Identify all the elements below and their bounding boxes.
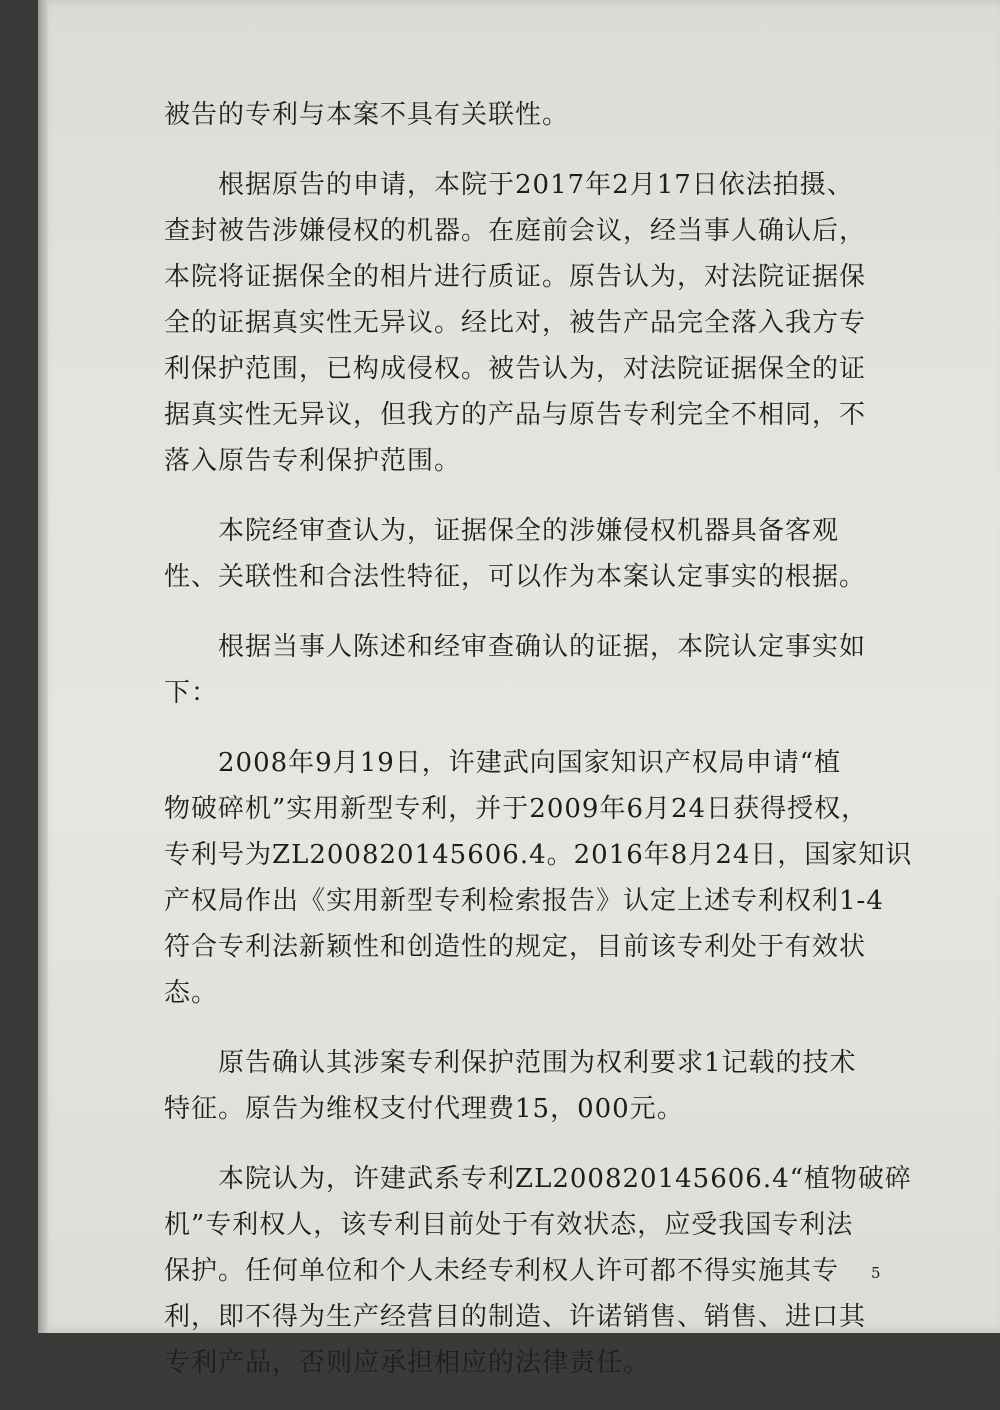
text-line: 根据原告的申请，本院于2017年2月17日依法拍摄、 <box>164 170 854 200</box>
paragraph <box>164 508 879 600</box>
text-line: 利保护范围，已构成侵权。被告认为，对法院证据保全的证 <box>164 354 867 384</box>
text-line: 被告的专利与本案不具有关联性。 <box>164 100 570 130</box>
text-line: 特征。原告为维权支付代理费15，000元。 <box>164 1094 684 1124</box>
text-line: 专利产品，否则应承担相应的法律责任。 <box>164 1348 651 1378</box>
text-line: 本院将证据保全的相片进行质证。原告认为，对法院证据保 <box>164 262 867 292</box>
page-number: 5 <box>871 1264 881 1282</box>
text-line: 物破碎机”实用新型专利，并于2009年6月24日获得授权， <box>164 794 869 824</box>
text-line: 利，即不得为生产经营目的制造、许诺销售、销售、进口其 <box>164 1302 867 1332</box>
text-line: 性、关联性和合法性特征，可以作为本案认定事实的根据。 <box>164 562 867 592</box>
paragraph <box>164 1156 912 1386</box>
text-line: 保护。任何单位和个人未经专利权人许可都不得实施其专 <box>164 1256 840 1286</box>
paragraph <box>164 1040 879 1132</box>
paragraph <box>164 162 879 484</box>
text-line: 落入原告专利保护范围。 <box>164 446 462 476</box>
text-line: 产权局作出《实用新型专利检索报告》认定上述专利权利1-4 <box>164 886 884 916</box>
text-line: 本院认为，许建武系专利ZL200820145606.4“植物破碎 <box>164 1164 912 1194</box>
text-line: 根据当事人陈述和经审查确认的证据，本院认定事实如 <box>164 632 867 662</box>
paragraph <box>164 624 879 716</box>
text-line: 全的证据真实性无异议。经比对，被告产品完全落入我方专 <box>164 308 867 338</box>
text-line: 机”专利权人，该专利目前处于有效状态，应受我国专利法 <box>164 1210 854 1240</box>
text-line: 本院经审查认为，证据保全的涉嫌侵权机器具备客观 <box>164 516 840 546</box>
page-binding-edge <box>38 0 48 1333</box>
text-line: 专利号为ZL200820145606.4。2016年8月24日，国家知识 <box>164 840 913 870</box>
text-line: 据真实性无异议，但我方的产品与原告专利完全不相同，不 <box>164 400 867 430</box>
paragraph <box>164 740 913 1016</box>
text-line: 态。 <box>164 978 219 1008</box>
text-line: 符合专利法新颖性和创造性的规定，目前该专利处于有效状 <box>164 932 867 962</box>
text-line: 原告确认其涉案专利保护范围为权利要求1记载的技术 <box>164 1048 857 1078</box>
text-line: 查封被告涉嫌侵权的机器。在庭前会议，经当事人确认后， <box>164 216 867 246</box>
document-body <box>164 92 913 1410</box>
paragraph <box>164 92 879 138</box>
text-line: 下： <box>164 678 219 708</box>
text-line: 2008年9月19日，许建武向国家知识产权局申请“植 <box>164 748 842 778</box>
document-page <box>38 0 1000 1378</box>
